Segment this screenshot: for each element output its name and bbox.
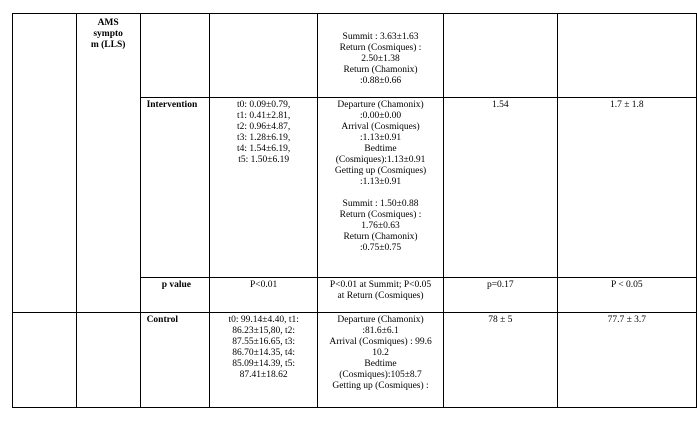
empty-cell xyxy=(13,313,77,408)
location-values: Departure (Chamonix) :81.6±6.1 Arrival (Cosmiques) : 99.6 10.2 Bedtime (Cosmiques):105±8.7 Getting up (Cosmiques) : xyxy=(318,313,444,408)
timepoint-values: t0: 99.14±4.40, t1: 86.23±15,80, t2: 87.55±16.65, t3: 86.70±14.35, t4: 85.09±14.39, t5: 87.41±18.62 xyxy=(210,313,318,408)
empty-cell xyxy=(76,313,140,408)
group-label: Intervention xyxy=(140,98,210,278)
table-row xyxy=(13,14,697,98)
empty-cell xyxy=(140,14,210,98)
mean-sd-value: 1.7 ± 1.8 xyxy=(557,98,696,278)
empty-cell xyxy=(13,14,77,313)
results-table xyxy=(12,13,697,408)
table-row xyxy=(13,313,697,408)
timepoint-values: t0: 0.09±0.79, t1: 0.41±2.81, t2: 0.96±4.87, t3: 1.28±6.19, t4: 1.54±6.19, t5: 1.50±6.19 xyxy=(210,98,318,278)
group-label: p value xyxy=(140,278,210,313)
mean-value: 1.54 xyxy=(443,98,557,278)
empty-cell xyxy=(557,14,696,98)
mean-sd-value: 77.7 ± 3.7 xyxy=(557,313,696,408)
p-value-cell: P<0.01 xyxy=(210,278,318,313)
ams-symptom-label: AMS sympto m (LLS) xyxy=(76,14,140,313)
mean-value: 78 ± 5 xyxy=(443,313,557,408)
p-value-cell: P < 0.05 xyxy=(557,278,696,313)
group-label: Control xyxy=(140,313,210,408)
summit-return-cell: Summit : 3.63±1.63 Return (Cosmiques) : 2.50±1.38 Return (Chamonix) :0.88±0.66 xyxy=(318,14,444,98)
empty-cell xyxy=(443,14,557,98)
p-value-cell: P<0.01 at Summit; P<0.05 at Return (Cosmiques) xyxy=(318,278,444,313)
empty-cell xyxy=(210,14,318,98)
location-values: Departure (Chamonix) :0.00±0.00 Arrival (Cosmiques) :1.13±0.91 Bedtime (Cosmiques):1.13±0.91 Getting up (Cosmiques) :1.13±0.91 Summit : 1.50±0.88 Return (Cosmiques) : 1.76±0.63 Return (Chamonix) :0.75±0.75 xyxy=(318,98,444,278)
p-value-cell: p=0.17 xyxy=(443,278,557,313)
